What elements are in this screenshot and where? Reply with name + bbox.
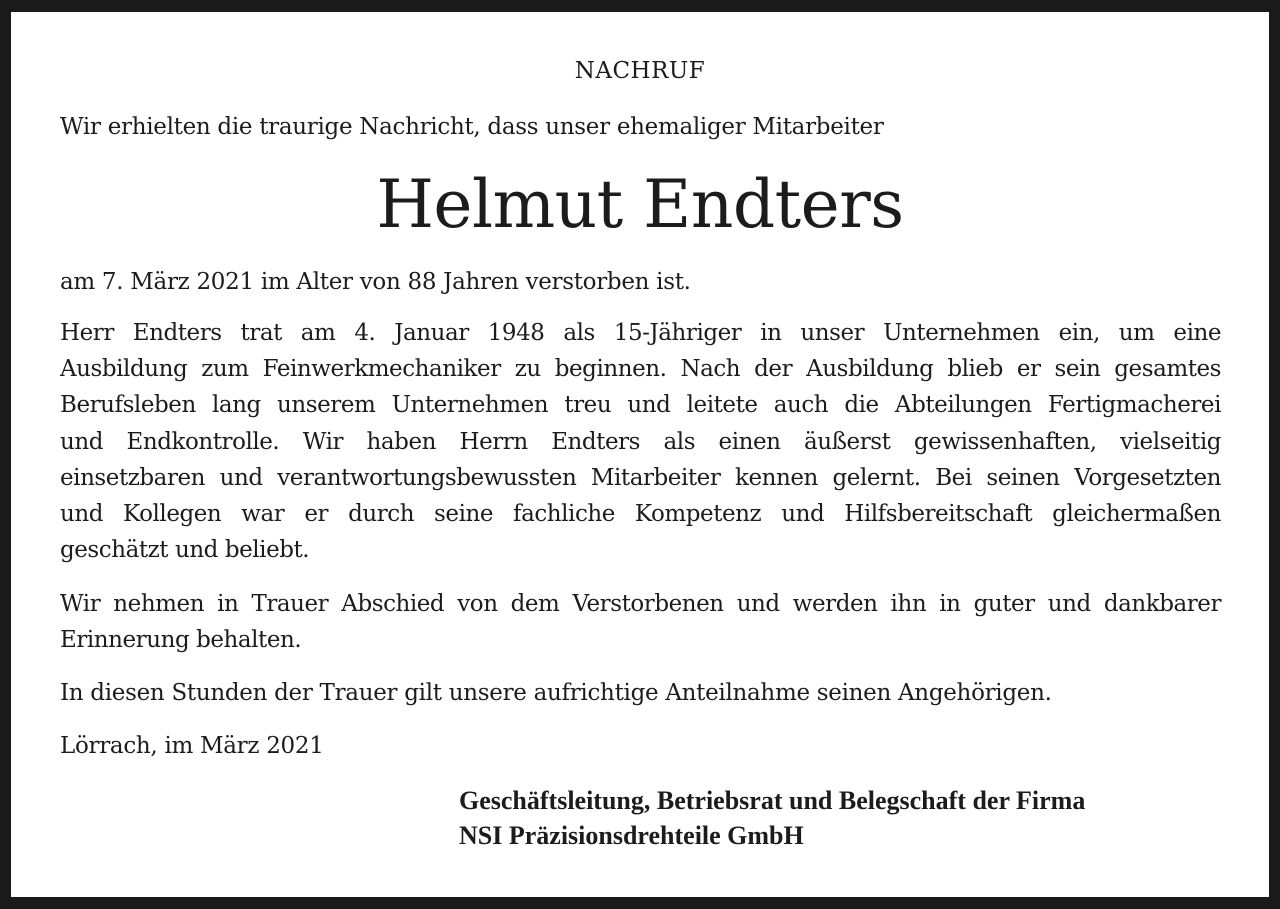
biography-line: Ausbildung zum Feinwerkmechaniker zu beginnen. Nach der Ausbildung blieb er sein gesamtes xyxy=(60,356,1221,383)
biography-line: und Kollegen war er durch seine fachliche Kompetenz und Hilfsbereitschaft gleichermaßen xyxy=(60,501,1221,528)
biography-line: einsetzbaren und verantwortungsbewussten Mitarbeiter kennen gelernt. Bei seinen Vorgesetzten xyxy=(60,464,1221,491)
biography-line: Berufsleben lang unserem Unternehmen treu und leitete auch die Abteilungen Fertigmacherei xyxy=(60,392,1221,419)
farewell-paragraph xyxy=(60,586,1221,658)
biography-line: und Endkontrolle. Wir haben Herrn Endters als einen äußerst gewissenhaften, vielseitig xyxy=(60,428,1221,455)
death-date-text: am 7. März 2021 im Alter von 88 Jahren verstorben ist. xyxy=(60,269,691,295)
biography-line: geschätzt und beliebt. xyxy=(60,537,310,564)
place-date: Lörrach, im März 2021 xyxy=(60,733,324,759)
biography-line: Herr Endters trat am 4. Januar 1948 als 15-Jähriger in unser Unternehmen ein, um eine xyxy=(60,320,1221,346)
biography-paragraph xyxy=(60,315,1221,568)
signature-line-1: Geschäftsleitung, Betriebsrat und Belegschaft der Firma xyxy=(459,786,1086,815)
notice-heading: NACHRUF xyxy=(574,58,706,84)
farewell-line: Erinnerung behalten. xyxy=(60,627,302,654)
farewell-line: Wir nehmen in Trauer Abschied von dem Verstorbenen und werden ihn in guter und dankbarer xyxy=(60,591,1221,617)
deceased-name: Helmut Endters xyxy=(376,166,904,243)
obituary-notice xyxy=(11,12,1269,897)
intro-text: Wir erhielten die traurige Nachricht, dass unser ehemaliger Mitarbeiter xyxy=(60,114,884,140)
signature-line-2: NSI Präzisionsdrehteile GmbH xyxy=(459,821,804,850)
condolence-text: In diesen Stunden der Trauer gilt unsere aufrichtige Anteilnahme seinen Angehörigen. xyxy=(60,680,1052,706)
